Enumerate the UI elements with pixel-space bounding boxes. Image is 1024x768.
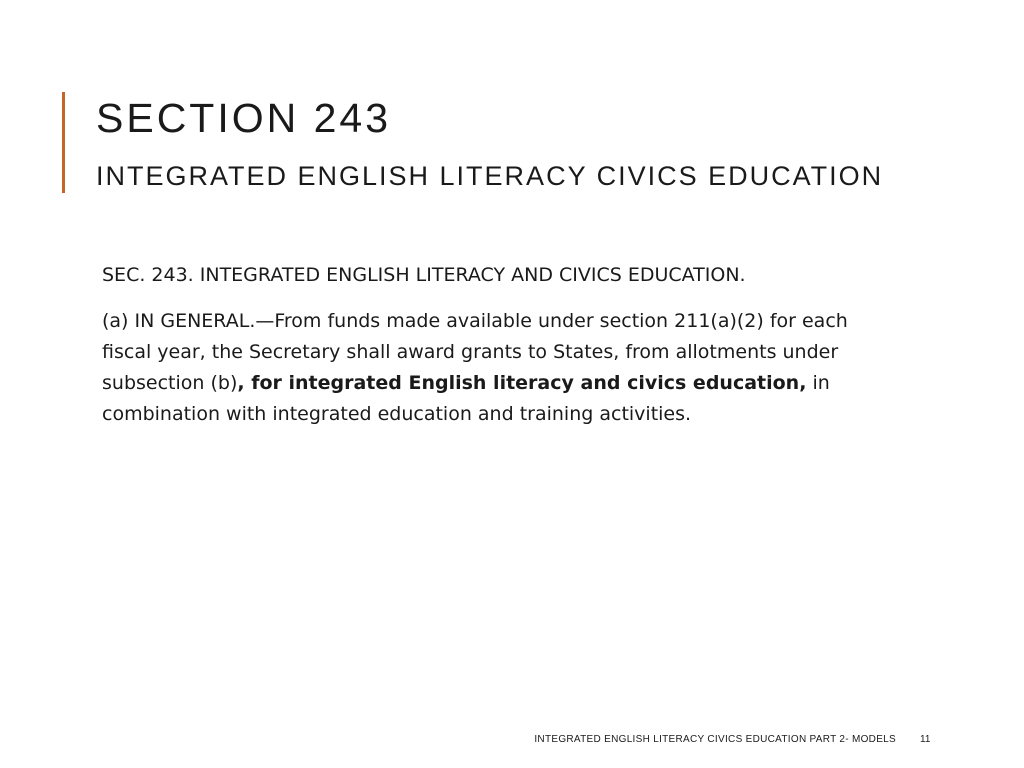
paragraph-bold-phrase: , for integrated English literacy and civics education, [237, 372, 807, 394]
slide-body [102, 262, 902, 430]
page-number: 11 [920, 734, 931, 745]
slide-title: SECTION 243 [96, 95, 392, 141]
paragraph-text-end: in combination with integrated education and training activities. [102, 372, 830, 425]
title-accent-bar [62, 92, 65, 193]
paragraph-text-start: (a) IN GENERAL.—From funds made available under section 211(a)(2) for each fiscal year, the Secretary shall award grants to States, from allotments under subsection (b) [102, 310, 848, 394]
footer-text: INTEGRATED ENGLISH LITERACY CIVICS EDUCATION PART 2- MODELS [534, 734, 896, 745]
section-heading: SEC. 243. INTEGRATED ENGLISH LITERACY AND CIVICS EDUCATION. [102, 264, 746, 286]
slide-subtitle: INTEGRATED ENGLISH LITERACY CIVICS EDUCATION [96, 161, 884, 191]
section-paragraph [102, 306, 902, 430]
